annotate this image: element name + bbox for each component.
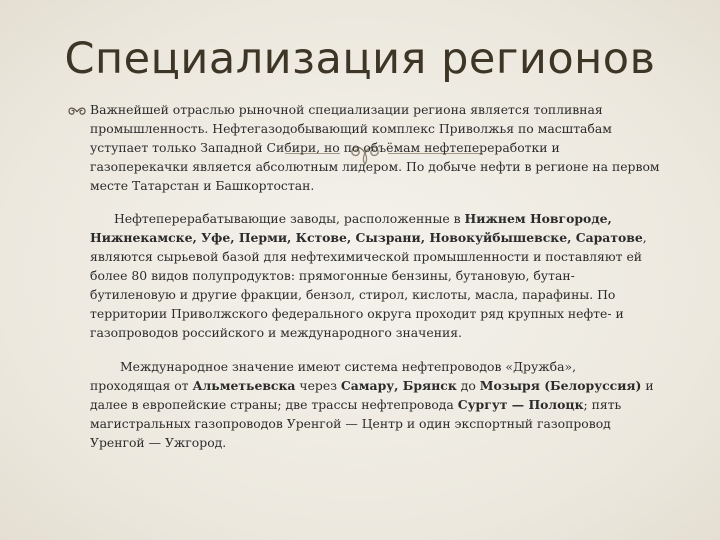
paragraph-fuel-industry: Важнейшей отраслью рыночной специализации региона является топливная промышленность. Нефтегазодобывающий комплекс Приволжья по масштабам уступает только Западной Сибири, но по объёмам нефтепереработки и газоперекачки является абсолютным лидером. По добыче нефти в регионе на первом месте Татарстан и Башкортостан. (90, 102, 660, 193)
bold-samara-bryansk: Самару, Брянск (340, 378, 457, 393)
bold-almetyevsk: Альметьевска (192, 378, 296, 393)
paragraph-refineries (90, 209, 660, 342)
text-span: ; пять магистральных газопроводов Уренгой — Центр и один экспортный газопровод Уренгой — Ужгород. (90, 397, 622, 450)
text-span: Международное значение имеют система нефтепроводов «Дружба», проходящая от (90, 359, 577, 393)
paragraph-pipelines (90, 357, 660, 452)
slide-title: Специализация регионов (64, 34, 656, 84)
bold-mozyr: Мозыря (Белоруссия) (479, 378, 642, 393)
bullet-ornament-icon (68, 106, 86, 118)
text-span: через (295, 378, 341, 393)
bold-surgut-polotsk: Сургут — Полоцк (457, 397, 584, 412)
slide-body (90, 100, 660, 452)
text-span: до (456, 378, 480, 393)
text-span: Нефтеперерабатывающие заводы, расположенные в (114, 211, 465, 226)
bold-cities: Нижнем Новгороде, Нижнекамске, Уфе, Перми, Кстове, Сызрани, Новокуйбышевске, Саратове (90, 211, 643, 245)
text-span: и далее в европейские страны; две трассы нефтепровода (90, 378, 654, 412)
text-span: , являются сырьевой базой для нефтехимической промышленности и поставляют ей более 80 видов полупродуктов: прямогонные бензины, бутановую, бутан-бутиленовую и другие фракции, бензол, стирол, кислоты, масла, парафины. По территории Приволжского федерального округа проходит ряд крупных нефте- и газопроводов российского и международного значения. (90, 230, 647, 340)
